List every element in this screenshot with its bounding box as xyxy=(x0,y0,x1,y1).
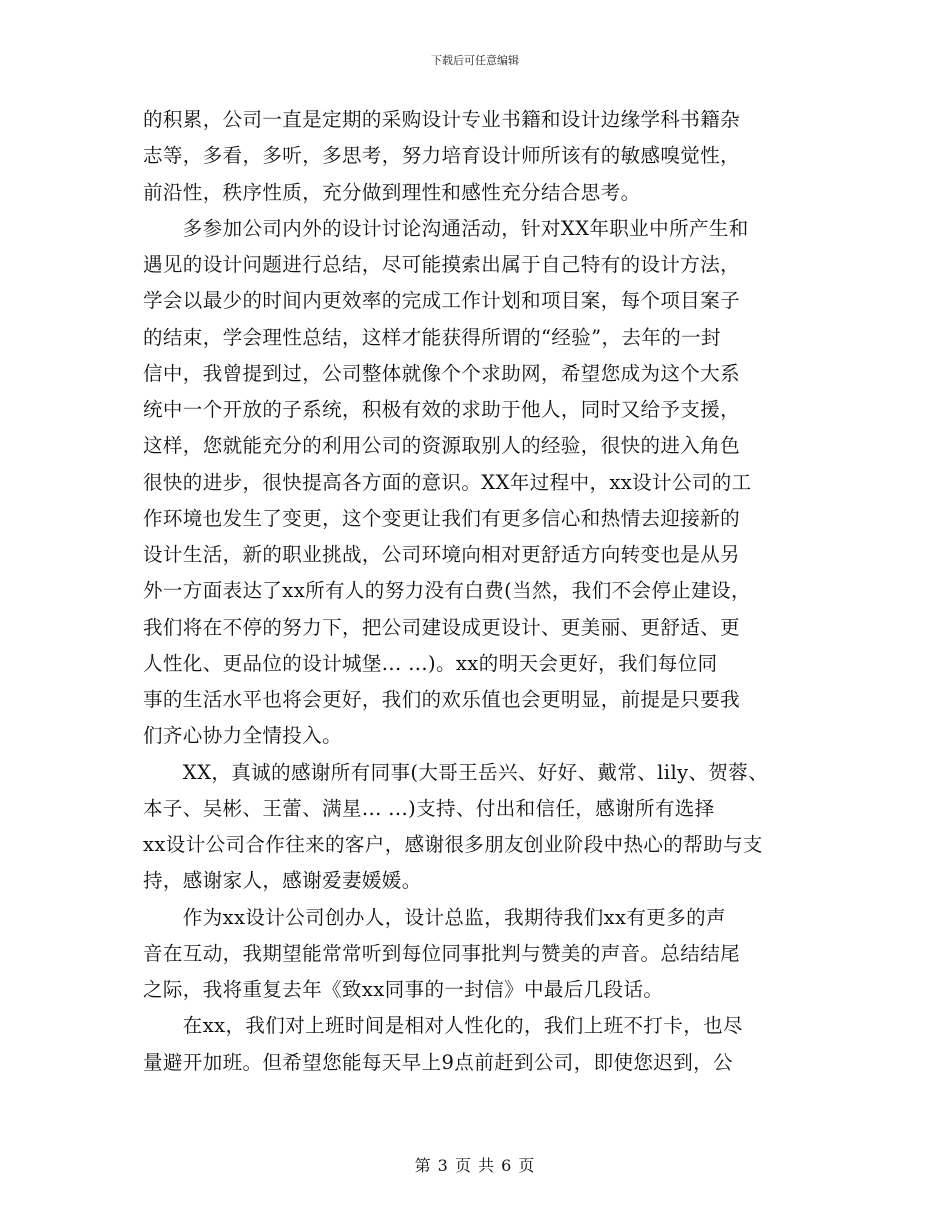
text-line: 们齐心协力全情投入。 xyxy=(143,724,343,748)
text-line: 之际，我将重复去年《致xx同事的一封信》中最后几段话。 xyxy=(143,978,664,1001)
text-line: 很快的进步，很快提高各方面的意识。XX年过程中，xx设计公司的工 xyxy=(143,470,752,494)
text-line: 的结束，学会理性总结，这样才能获得所谓的“经验”，去年的一封 xyxy=(143,325,721,349)
text-line: 统中一个开放的子系统，积极有效的求助于他人，同时又给予支援， xyxy=(143,398,741,421)
text-line: 持，感谢家人，感谢爱妻媛媛。 xyxy=(143,869,422,893)
text-line: 在xx，我们对上班时间是相对人性化的，我们上班不打卡，也尽 xyxy=(143,1014,743,1038)
text-line: 多参加公司内外的设计讨论沟通活动，针对XX年职业中所产生和 xyxy=(143,216,749,240)
text-line: 外一方面表达了xx所有人的努力没有白费(当然，我们不会停止建设， xyxy=(143,579,751,603)
text-line: 学会以最少的时间内更效率的完成工作计划和项目案，每个项目案子 xyxy=(143,289,741,313)
page-header: 下载后可任意编辑 xyxy=(431,54,519,67)
text-line: 志等，多看，多听，多思考，努力培育设计师所该有的敏感嗅觉性， xyxy=(143,144,741,168)
text-line: 前沿性，秩序性质，充分做到理性和感性充分结合思考。 xyxy=(143,180,641,204)
text-line: 音在互动，我期望能常常听到每位同事批判与赞美的声音。总结结尾 xyxy=(143,941,741,965)
text-line: 事的生活水平也将会更好，我们的欢乐值也会更明显，前提是只要我 xyxy=(143,688,741,711)
text-line: 这样，您就能充分的利用公司的资源取别人的经验，很快的进入角色 xyxy=(143,434,741,458)
text-line: xx设计公司合作往来的客户，感谢很多朋友创业阶段中热心的帮助与支 xyxy=(143,833,763,856)
text-line: 的积累，公司一直是定期的采购设计专业书籍和设计边缘学科书籍杂 xyxy=(143,108,741,131)
text-line: 设计生活，新的职业挑战，公司环境向相对更舒适方向转变也是从另 xyxy=(143,543,741,566)
text-line: 本子、吴彬、王蕾、满星... ...)支持、付出和信任，感谢所有选择 xyxy=(143,796,715,820)
text-line: 人性化、更品位的设计城堡... ...)。xx的明天会更好，我们每位同 xyxy=(143,651,718,675)
page-footer: 第 3 页 共 6 页 xyxy=(414,1156,536,1175)
text-line: 遇见的设计问题进行总结，尽可能摸索出属于自己特有的设计方法， xyxy=(143,253,741,276)
text-line: XX，真诚的感谢所有同事(大哥王岳兴、好好、戴常、lily、贺蓉、 xyxy=(143,760,769,784)
text-line: 量避开加班。但希望您能每天早上9点前赶到公司，即使您迟到，公 xyxy=(143,1050,733,1074)
text-line: 我们将在不停的努力下，把公司建设成更设计、更美丽、更舒适、更 xyxy=(143,615,741,639)
text-line: 作为xx设计公司创办人，设计总监，我期待我们xx有更多的声 xyxy=(143,905,726,929)
text-line: 作环境也发生了变更，这个变更让我们有更多信心和热情去迎接新的 xyxy=(143,506,741,530)
text-line: 信中，我曾提到过，公司整体就像个个求助网，希望您成为这个大系 xyxy=(143,361,741,385)
document-body xyxy=(143,102,823,1081)
